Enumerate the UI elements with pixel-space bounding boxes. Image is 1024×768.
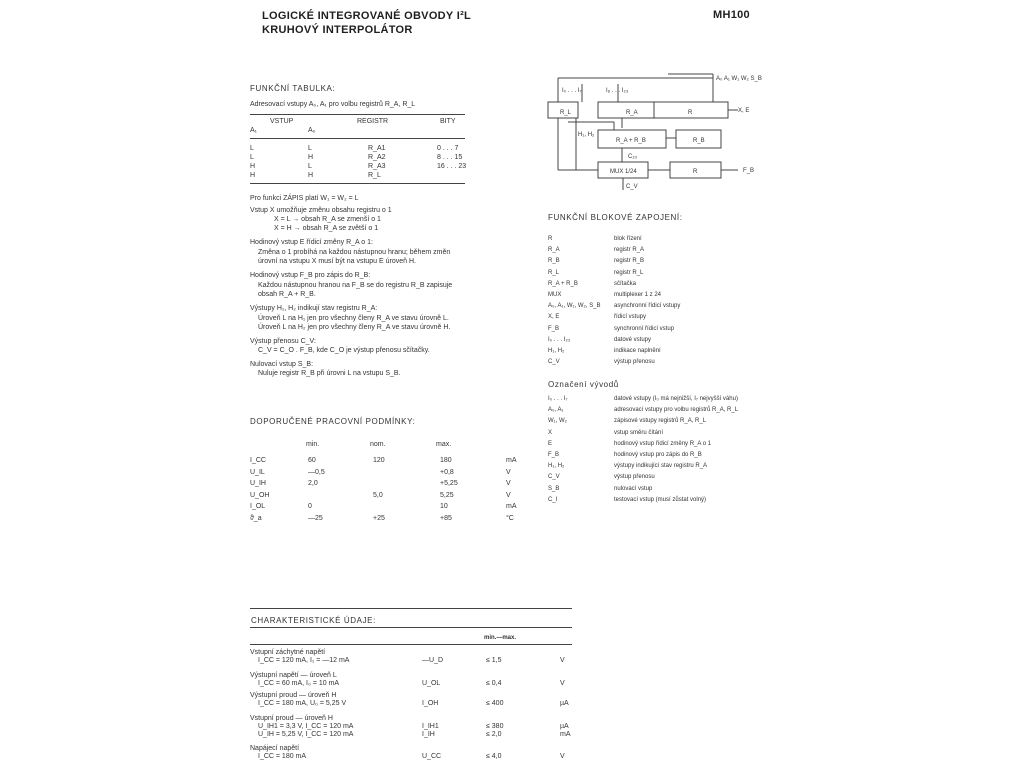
dop-max: +5,25 <box>440 480 458 487</box>
char-col-minmax: min.—max. <box>484 635 517 641</box>
oznaceni-key: F_B <box>548 452 560 458</box>
ft-registr: R_A1 <box>368 145 386 152</box>
lbl-box-rab: R_A + R_B <box>616 138 646 144</box>
char-value: ≤ 400 <box>486 700 504 707</box>
oznaceni-key: I₀ . . . I₇ <box>548 396 568 402</box>
dop-symbol: U_IH <box>250 480 266 487</box>
text-line: Každou nástupnou hranou na F_B se do registru R_B zapisuje <box>258 282 453 289</box>
char-value: ≤ 380 <box>486 723 504 730</box>
ft-registr: R_A2 <box>368 154 386 161</box>
dop-symbol: U_IL <box>250 468 265 476</box>
blokove-value: blok řízení <box>614 236 642 242</box>
oznaceni-key: E <box>548 440 553 447</box>
text-line: X = L → obsah R_A se zmenší o 1 <box>274 216 381 223</box>
dop-min: 2,0 <box>308 480 318 487</box>
blokove-value: výstup přenosu <box>614 359 655 366</box>
ft-registr: R_L <box>368 172 381 179</box>
text-line: Pro funkci ZÁPIS platí W₁ = W₂ = L <box>250 195 359 202</box>
dop-nom: 120 <box>373 457 385 464</box>
lbl-i0: I₀ . . . I₇ <box>562 88 582 94</box>
dop-max: 10 <box>440 503 448 510</box>
col-min: min. <box>306 441 320 448</box>
text-line: Nuluje registr R_B při úrovni L na vstupu S_B. <box>258 370 401 377</box>
lbl-c23: C₂₃ <box>628 154 638 160</box>
oznaceni-key: A₀, A₁ <box>548 407 564 414</box>
blokove-heading: FUNKČNÍ BLOKOVÉ ZAPOJENÍ: <box>548 213 683 222</box>
char-unit: V <box>560 753 565 760</box>
doporucene-heading: DOPORUČENÉ PRACOVNÍ PODMÍNKY: <box>250 417 416 426</box>
dop-min: 60 <box>308 457 316 464</box>
dop-unit: V <box>506 480 511 487</box>
oznaceni-value: zápisové vstupy registrů R_A, R_L <box>614 418 707 425</box>
lbl-h: H₁, H₂ <box>578 132 595 138</box>
char-condition: I_CC = 60 mA, I₀ = 10 mA <box>258 680 340 687</box>
dop-max: +85 <box>440 514 452 522</box>
char-symbol: I_IH1 <box>422 723 439 730</box>
col-vstup: VSTUP <box>270 118 294 125</box>
char-value: ≤ 4,0 <box>486 753 502 760</box>
char-label: Vstupní proud — úroveň H <box>250 715 333 722</box>
oznaceni-key: X <box>548 429 553 436</box>
char-unit: mA <box>560 731 571 738</box>
oznaceni-value: hodinový vstup pro zápis do R_B <box>614 452 702 458</box>
ft-a1: H <box>250 163 256 170</box>
text-line: Výstupy H₁, H₂ indikují stav registru R_A: <box>250 305 378 312</box>
text-line: Vstup X umožňuje změnu obsahu registru o 1 <box>250 207 392 214</box>
dop-max: +0,8 <box>440 468 454 476</box>
lbl-box-rb: R_B <box>693 138 705 144</box>
char-heading: CHARAKTERISTICKÉ ÚDAJE: <box>251 616 376 625</box>
dop-unit: V <box>506 468 511 476</box>
blokove-value: synchronní řídicí vstup <box>614 325 675 332</box>
blokove-key: I₀ . . . I₂₃ <box>548 336 571 343</box>
char-symbol: I_IH <box>422 731 435 738</box>
part-number: MH100 <box>713 9 750 21</box>
char-symbol: —U_D <box>422 657 444 664</box>
blokove-value: registr R_A <box>614 247 645 254</box>
oznaceni-value: hodinový vstup řídicí změny R_A o 1 <box>614 440 712 447</box>
dop-symbol: I_CC <box>250 457 266 464</box>
blokove-key: R_A + R_B <box>548 280 578 287</box>
char-value: ≤ 1,5 <box>486 657 502 664</box>
blokove-key: R_A <box>548 247 560 254</box>
dop-symbol: ϑ_a <box>250 514 262 522</box>
dop-nom: +25 <box>373 514 385 522</box>
text-line: Nulovací vstup S_B: <box>250 361 314 368</box>
ft-registr: R_A3 <box>368 163 386 170</box>
ft-a0: H <box>308 154 314 161</box>
blokove-key: X, E <box>548 314 560 321</box>
blokove-value: multiplexer 1 z 24 <box>614 292 662 298</box>
blokove-key: R_B <box>548 258 560 265</box>
blokove-key: R <box>548 236 553 242</box>
char-top-rule <box>250 608 572 609</box>
oznaceni-value: výstup přenosu <box>614 474 655 481</box>
text-line: X = H → obsah R_A se zvětší o 1 <box>274 225 379 232</box>
oznaceni-key: C_I <box>548 496 558 503</box>
ft-a1: L <box>250 145 254 152</box>
text-line: Změna o 1 probíhá na každou nástupnou hranu; během změn <box>258 249 451 256</box>
oznaceni-key: W₁, W₂ <box>548 418 568 425</box>
oznaceni-value: výstupy indikující stav registru R_A <box>614 463 708 470</box>
char-unit: V <box>560 657 565 664</box>
char-value: ≤ 2,0 <box>486 731 502 738</box>
table-top-rule <box>250 114 465 115</box>
char-unit: V <box>560 680 565 687</box>
ft-a0: H <box>308 172 314 179</box>
blokove-value: datové vstupy <box>614 336 652 343</box>
blokove-key: R_L <box>548 269 560 276</box>
oznaceni-value: adresovací vstupy pro volbu registrů R_A, R_L <box>614 407 739 414</box>
oznaceni-value: nulovací vstup <box>614 485 653 492</box>
blokove-value: registr R_L <box>614 269 644 276</box>
table-header-rule <box>250 138 465 139</box>
blokove-key: MUX <box>548 292 562 298</box>
funkcni-tabulka-heading: FUNKČNÍ TABULKA: <box>250 84 336 93</box>
dop-unit: V <box>506 491 511 499</box>
oznaceni-value: testovací vstup (musí zůstat volný) <box>614 496 707 503</box>
ft-a1: H <box>250 172 256 179</box>
lbl-box-rl: R_L <box>560 110 572 116</box>
lbl-box-r1: R <box>688 110 693 116</box>
char-symbol: U_CC <box>422 753 442 760</box>
blokove-value: asynchronní řídicí vstupy <box>614 303 681 310</box>
ft-bity: 8 . . . 15 <box>437 154 463 161</box>
table-bottom-rule <box>250 183 465 184</box>
lbl-cv: C_V <box>626 184 638 190</box>
dop-symbol: I_OL <box>250 503 266 510</box>
block-diagram <box>538 70 788 195</box>
dop-max: 180 <box>440 457 452 464</box>
dop-min: —0,5 <box>308 468 325 476</box>
dop-nom: 5,0 <box>373 491 383 499</box>
char-unit: µA <box>560 723 569 730</box>
char-condition: I_CC = 120 mA, I₁ = —12 mA <box>258 657 350 664</box>
col-bity: BITY <box>440 118 456 125</box>
dop-min: 0 <box>308 503 312 510</box>
col-registr: REGISTR <box>357 118 389 125</box>
lbl-box-r2: R <box>693 169 698 175</box>
lbl-box-mux: MUX 1/24 <box>610 169 637 175</box>
col-max: max. <box>436 441 452 448</box>
char-value: ≤ 0,4 <box>486 680 502 687</box>
dop-min: —25 <box>308 514 323 522</box>
col-a1: A₁ <box>250 127 258 134</box>
dop-max: 5,25 <box>440 491 454 499</box>
text-line: úrovní na vstupu X musí být na vstupu E úroveň H. <box>258 258 416 265</box>
doc-title-line1: LOGICKÉ INTEGROVANÉ OBVODY I²L <box>262 10 472 22</box>
blokove-value: indikace naplnění <box>614 348 661 354</box>
blokove-value: registr R_B <box>614 258 645 265</box>
text-line: Úroveň L na H₁ jen pro všechny členy R_A ve stavu úrovně L. <box>258 315 449 322</box>
ft-a1: L <box>250 154 254 161</box>
funkcni-tabulka-intro: Adresovací vstupy A₀, A₁ pro volbu registrů R_A, R_L <box>250 101 416 108</box>
char-condition: U_IH1 = 3,3 V, I_CC = 120 mA <box>258 723 354 730</box>
ft-bity: 0 . . . 7 <box>437 145 459 152</box>
lbl-box-ra: R_A <box>626 110 638 116</box>
oznaceni-value: datové vstupy (I₀ má nejnižší, I₇ nejvyšší váhu) <box>614 396 738 402</box>
lbl-in-top: A₀ A₁ W₁ W₂ S_B <box>716 76 762 82</box>
lbl-out-fb: F_B <box>743 168 755 174</box>
char-label: Napájecí napětí <box>250 745 300 752</box>
oznaceni-key: H₁, H₂ <box>548 463 565 470</box>
oznaceni-key: C_V <box>548 474 560 481</box>
dop-symbol: U_OH <box>250 491 270 499</box>
dop-unit: mA <box>506 503 517 510</box>
blokove-key: F_B <box>548 325 560 332</box>
char-unit: µA <box>560 700 569 707</box>
blokove-key: C_V <box>548 359 560 366</box>
oznaceni-heading: Označení vývodů <box>548 380 619 389</box>
char-label: Výstupní napětí — úroveň L <box>250 672 337 679</box>
char-label: Vstupní záchytné napětí <box>250 649 326 656</box>
lbl-i8: I₈ . . . I₂₃ <box>606 88 629 94</box>
char-rule <box>250 627 572 628</box>
text-line: obsah R_A + R_B. <box>258 291 316 298</box>
col-a0: A₀ <box>308 127 316 134</box>
char-header-rule <box>250 644 572 645</box>
char-condition: I_CC = 180 mA, U₀ = 5,25 V <box>258 700 347 707</box>
blokove-value: řídicí vstupy <box>614 314 647 321</box>
char-condition: U_IH = 5,25 V, I_CC = 120 mA <box>258 731 354 738</box>
text-line: Hodinový vstup F_B pro zápis do R_B: <box>250 272 371 279</box>
text-line: Výstup přenosu C_V: <box>250 338 316 345</box>
oznaceni-key: S_B <box>548 485 560 492</box>
oznaceni-value: vstup směru čítání <box>614 429 664 436</box>
char-symbol: U_OL <box>422 680 441 687</box>
char-condition: I_CC = 180 mA <box>258 753 307 760</box>
col-nom: nom. <box>370 441 386 448</box>
text-line: Úroveň L na H₂ jen pro všechny členy R_A ve stavu úrovně H. <box>258 324 451 331</box>
ft-a0: L <box>308 145 312 152</box>
blokove-value: sčítačka <box>614 280 637 287</box>
ft-bity: 16 . . . 23 <box>437 163 467 170</box>
dop-unit: °C <box>506 514 514 522</box>
text-line: C_V = C_O . F_B, kde C_O je výstup přenosu sčítačky. <box>258 347 430 354</box>
dop-unit: mA <box>506 457 517 464</box>
char-label: Výstupní proud — úroveň H <box>250 692 337 699</box>
lbl-in-xe: X, E <box>738 108 750 114</box>
text-line: Hodinový vstup E řídicí změny R_A o 1: <box>250 239 373 246</box>
doc-title-line2: KRUHOVÝ INTERPOLÁTOR <box>262 24 413 36</box>
char-symbol: I_OH <box>422 700 439 707</box>
blokove-key: H₁, H₂ <box>548 348 565 354</box>
blokove-key: A₀, A₁, W₁, W₂, S_B <box>548 303 601 310</box>
ft-a0: L <box>308 163 312 170</box>
